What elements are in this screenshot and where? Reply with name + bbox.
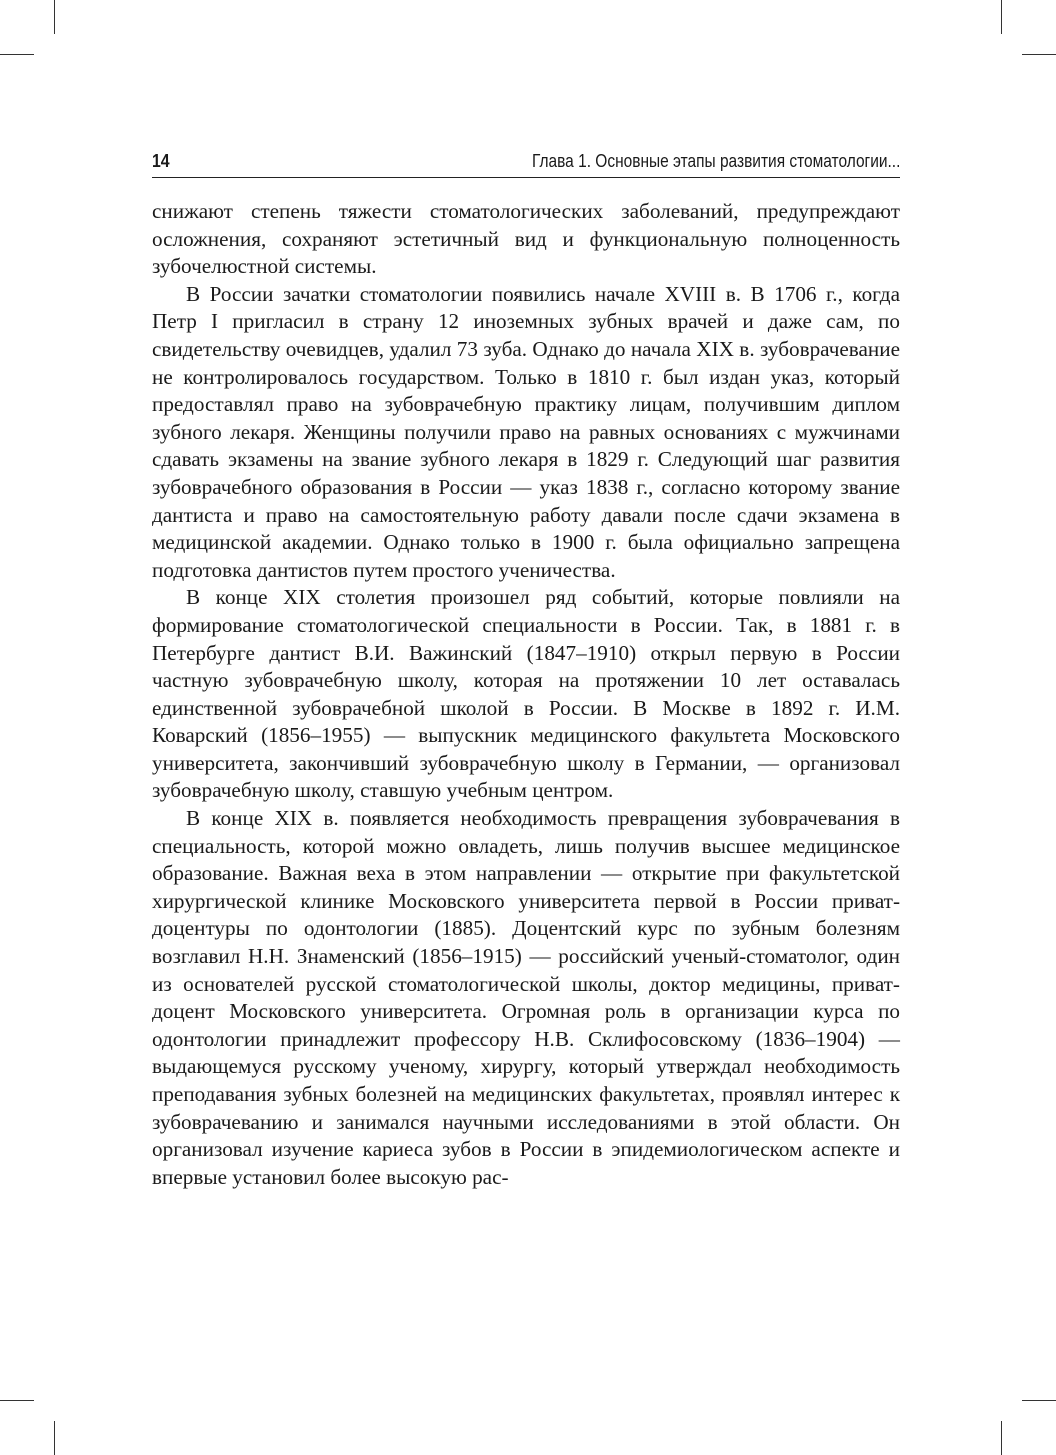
crop-mark-right-top [1022, 54, 1056, 55]
crop-mark-left-top [0, 54, 34, 55]
crop-mark-right-bottom [1022, 1400, 1056, 1401]
paragraph-late-19th-century-schools: В конце XIX столетия произошел ряд событий, которые повлияли на формирование стоматологической специальности в России. Так, в 1881 г. в Петербурге дантист В.И. Важинский (1847–1910) открыл первую в России частную зубоврачебную школу, которая на протяжении 10 лет оставалась единственной зубоврачебной школой в России. В Москве в 1892 г. И.М. Коварский (1856–1955) — выпускник медицинского факультета Московского университета, закончивший зубоврачебную школу в Германии, — организовал зубоврачебную школу, ставшую учебным центром. [152, 585, 900, 803]
crop-mark-top-right [1001, 0, 1002, 34]
crop-mark-bottom-left [54, 1421, 55, 1455]
body-text [152, 198, 900, 1191]
header-rule [152, 177, 900, 178]
paragraph-continuation: снижают степень тяжести стоматологических заболеваний, предупреждают осложнения, сохраняют эстетичный вид и функциональную полноценность зубочелюстной системы. [152, 199, 900, 279]
paragraph-russia-origins: В России зачатки стоматологии появились начале XVIII в. В 1706 г., когда Петр I пригласил в страну 12 иноземных зубных врачей и даже сам, по свидетельству очевидцев, удалил 73 зуба. Однако до начала XIX в. зубоврачевание не контролировалось государством. Только в 1810 г. был издан указ, который предоставлял право на зубоврачебную практику лицам, получившим диплом зубного лекаря. Женщины получили право на равных основаниях с мужчинами сдавать экзамены на звание зубного лекаря в 1829 г. Следующий шаг развития зубоврачебного образования в России — указ 1838 г., согласно которому звание дантиста и право на самостоятельную работу давали после сдачи экзамена в медицинской академии. Однако только в 1900 г. была официально запрещена подготовка дантистов путем простого ученичества. [152, 281, 900, 582]
crop-mark-bottom-right [1001, 1421, 1002, 1455]
running-head: Глава 1. Основные этапы развития стоматологии... [531, 150, 900, 171]
paragraph-higher-education: В конце XIX в. появляется необходимость превращения зубоврачевания в специальность, которой можно овладеть, лишь получив высшее медицинское образование. Важная веха в этом направлении — открытие при факультетской хирургической клинике Московского университета первой в России приват-доцентуры по одонтологии (1885). Доцентский курс по зубным болезням возглавил Н.Н. Знаменский (1856–1915) — российский ученый-стоматолог, один из основателей русской стоматологической школы, доктор медицины, приват-доцент Московского университета. Огромная роль в организации курса по одонтологии принадлежит профессору Н.В. Склифосовскому (1836–1904) — выдающемуся русскому ученому, хирургу, который утверждал необходимость преподавания зубных болезней на медицинских факультетах, проявлял интерес к зубоврачеванию и занимался научными исследованиями в этой области. Он организовал изучение кариеса зубов в России в эпидемиологическом аспекте и впервые установил более высокую рас- [152, 806, 900, 1189]
page-number: 14 [152, 150, 170, 171]
crop-mark-top-left [54, 0, 55, 34]
crop-mark-left-bottom [0, 1400, 34, 1401]
page-header [152, 148, 900, 174]
